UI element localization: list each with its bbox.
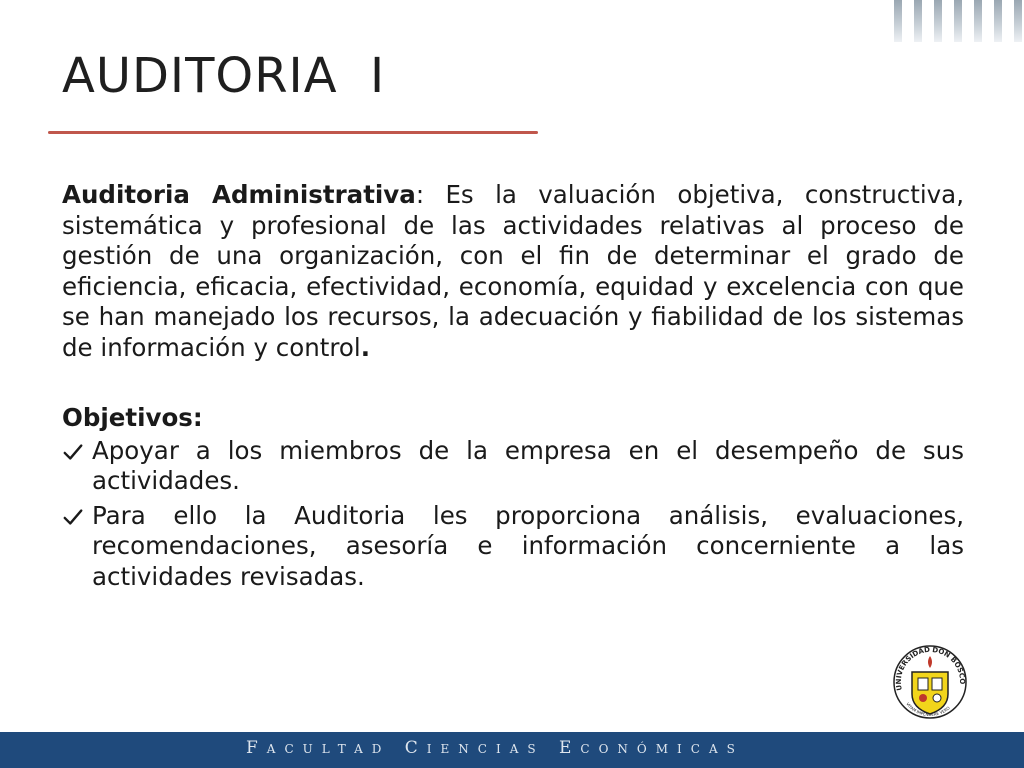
objectives-heading: Objetivos:: [62, 403, 203, 432]
definition-term: Auditoria Administrativa: [62, 180, 416, 209]
list-item: [62, 436, 964, 497]
logo-ring-left: UNIVERSIDAD: [894, 645, 931, 692]
definition-separator: :: [415, 180, 446, 209]
objectives-list: [62, 436, 964, 593]
definition-paragraph: [62, 180, 964, 363]
footer-bar: [0, 732, 1024, 768]
list-item-text: Para ello la Auditoria les proporciona análisis, evaluaciones, recomendaciones, asesoría e información concerniente a las actividades revisadas.: [92, 500, 964, 591]
decorative-bars: [884, 0, 1024, 42]
footer-text: Facultad Ciencias Económicas: [246, 738, 744, 758]
slide-title: AUDITORIA I: [62, 48, 386, 104]
check-icon: [62, 506, 84, 528]
logo-motto: VITAM IMPENDERE VERO: [905, 701, 951, 718]
title-underline: [48, 131, 538, 134]
definition-end: .: [360, 332, 370, 362]
list-item: [62, 501, 964, 593]
definition-text: Es la valuación objetiva, constructiva, sistemática y profesional de las actividades relativas al proceso de gestión de una organización, con el fin de determinar el grado de eficiencia, eficacia, efectividad, economía, equidad y excelencia con que se han manejado los recursos, la adecuación y fiabilidad de los sistemas de información y control: [62, 180, 964, 362]
list-item-text: Apoyar a los miembros de la empresa en el desempeño de sus actividades.: [92, 435, 964, 495]
slide-content: [62, 180, 964, 596]
check-icon: [62, 441, 84, 463]
university-logo: [888, 640, 972, 724]
logo-ring-right: DON BOSCO: [931, 645, 967, 685]
